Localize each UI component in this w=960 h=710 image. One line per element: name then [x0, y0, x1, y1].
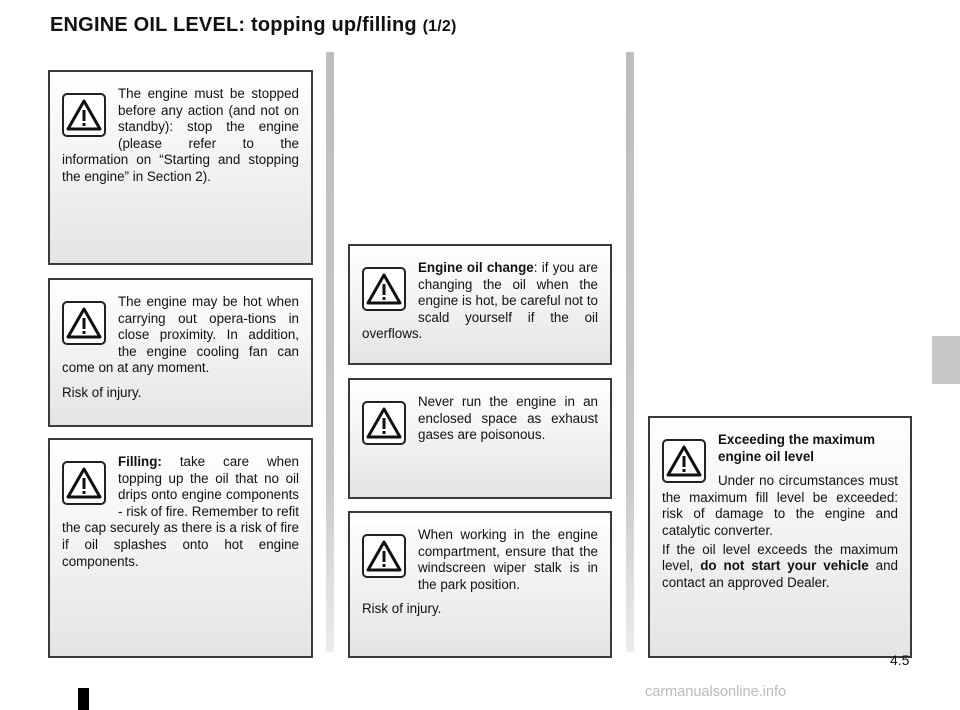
watermark: carmanualsonline.info — [645, 684, 787, 700]
page-part: (1/2) — [422, 18, 457, 35]
warning-note: Risk of injury. — [62, 384, 142, 400]
warning-box-engine-stopped — [48, 70, 313, 265]
warning-box-oil-level-exceeded — [648, 416, 912, 658]
page-number: 4.5 — [890, 652, 910, 668]
warning-text: and contact an approved Dealer. — [662, 558, 898, 590]
warning-icon — [362, 401, 406, 445]
page-title-text: ENGINE OIL LEVEL: topping up/filling — [50, 14, 417, 36]
warning-box-enclosed-space — [348, 378, 612, 499]
warning-box-wiper — [348, 511, 612, 658]
warning-box-filling — [48, 438, 313, 658]
warning-icon — [662, 439, 706, 483]
page-title — [50, 14, 456, 37]
warning-note: Risk of injury. — [362, 601, 442, 617]
warning-text: Under no circumstances must the maximum fill level be exceeded: risk of damage to the engine and catalytic converter. — [662, 473, 898, 538]
warning-heading: Exceeding the maximum engine oil level — [718, 432, 876, 464]
warning-box-engine-hot — [48, 278, 313, 427]
warning-icon — [62, 301, 106, 345]
warning-label: Engine oil change — [418, 260, 534, 275]
warning-icon — [62, 461, 106, 505]
warning-text: Never run the engine in an enclosed space as exhaust gases are poisonous. — [418, 394, 598, 443]
warning-text: : if you are changing the oil when the engine is hot, be careful not to scald yourself if the oil overflows. — [362, 260, 598, 342]
section-tab — [932, 336, 960, 384]
crop-marker — [78, 688, 89, 710]
warning-icon — [62, 93, 106, 137]
warning-text: If the oil level exceeds the maximum level, — [662, 541, 898, 574]
column-divider — [326, 52, 334, 652]
warning-text: The engine may be hot when carrying out opera-tions in close proximity. In addition, the engine cooling fan can come on at any moment. — [62, 294, 299, 376]
warning-text: When working in the engine compartment, ensure that the windscreen wiper stalk is in the park position. — [418, 527, 598, 592]
warning-icon — [362, 534, 406, 578]
warning-text: take care when topping up the oil that no oil drips onto engine components - risk of fire. Remember to refit the cap securely as there is a risk of fire if oil splashes onto hot engine components. — [62, 454, 299, 569]
warning-text: The engine must be stopped before any action (and not on standby): stop the engine (please refer to the information on “Starting and stopping the engine” in Section 2). — [62, 86, 299, 184]
column-divider — [626, 52, 634, 652]
warning-label: Filling: — [118, 454, 162, 469]
warning-box-oil-change — [348, 244, 612, 365]
warning-icon — [362, 267, 406, 311]
warning-emphasis: do not start your vehicle — [700, 558, 869, 574]
